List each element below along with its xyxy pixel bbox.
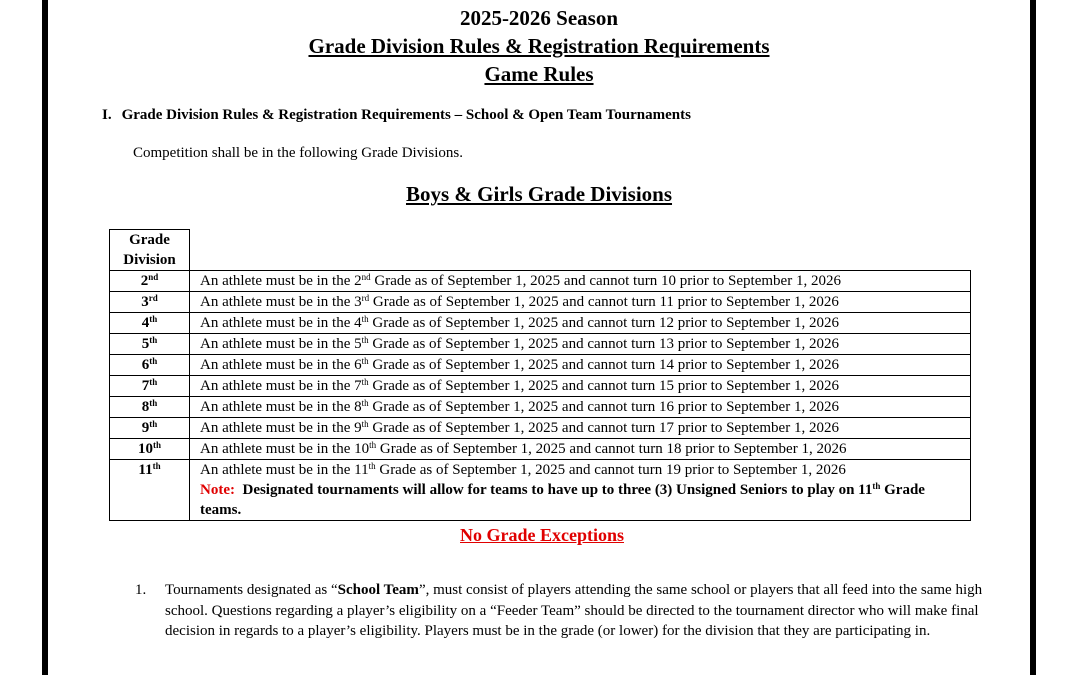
grade-suffix: th: [152, 440, 161, 450]
grade-suffix: th: [149, 377, 158, 387]
table-header-row: [110, 230, 971, 271]
grade-cell: [110, 418, 190, 439]
grade-suffix: th: [149, 398, 158, 408]
grade-number: 3: [141, 294, 149, 310]
desc-prefix: An athlete must be in the: [200, 273, 351, 289]
grade-suffix: th: [152, 461, 161, 471]
desc-prefix: An athlete must be in the: [200, 399, 351, 415]
grade-description: [190, 355, 971, 376]
table-row: [110, 355, 971, 376]
grade-cell: [110, 292, 190, 313]
desc-prefix: An athlete must be in the: [200, 357, 351, 373]
desc-prefix: An athlete must be in the: [200, 441, 351, 457]
grade-suffix: rd: [148, 293, 158, 303]
grade-number: 5: [141, 336, 150, 352]
grade-divisions-table: [109, 229, 971, 521]
grade-description: [190, 460, 971, 521]
desc-grade-number: 11: [354, 462, 369, 478]
table-row: [110, 376, 971, 397]
grade-cell: [110, 334, 190, 355]
list-item: [135, 580, 995, 642]
grade-description: [190, 292, 971, 313]
grade-number: 7: [141, 378, 150, 394]
grade-suffix: th: [149, 335, 158, 345]
section-number: I.: [102, 107, 112, 123]
grade-description: [190, 313, 971, 334]
desc-grade-suffix: th: [361, 419, 369, 429]
desc-rule: Grade as of September 1, 2025 and cannot turn 16 prior to September 1, 2026: [372, 399, 839, 415]
desc-prefix: An athlete must be in the: [200, 420, 351, 436]
desc-grade-suffix: th: [369, 440, 377, 450]
desc-grade-suffix: nd: [361, 272, 371, 282]
desc-rule: Grade as of September 1, 2025 and cannot turn 14 prior to September 1, 2026: [372, 357, 839, 373]
divisions-heading: Boys & Girls Grade Divisions: [405, 182, 673, 206]
table-row: [110, 334, 971, 355]
desc-grade-suffix: th: [368, 461, 376, 471]
note-label: Note:: [200, 482, 235, 498]
grade-description: [190, 439, 971, 460]
desc-rule: Grade as of September 1, 2025 and cannot turn 18 prior to September 1, 2026: [379, 441, 847, 457]
grade-number: 8: [141, 399, 150, 415]
note: [200, 480, 966, 520]
desc-rule: Grade as of September 1, 2025 and cannot turn 19 prior to September 1, 2026: [379, 462, 846, 478]
desc-grade-number: 2: [354, 273, 362, 289]
grade-suffix: nd: [148, 272, 159, 282]
desc-rule: Grade as of September 1, 2025 and cannot turn 15 prior to September 1, 2026: [372, 378, 839, 394]
desc-rule: Grade as of September 1, 2025 and cannot turn 11 prior to September 1, 2026: [372, 294, 839, 310]
desc-grade-suffix: rd: [361, 293, 370, 303]
desc-grade-number: 9: [354, 420, 362, 436]
desc-prefix: An athlete must be in the: [200, 336, 351, 352]
grade-division-header: [110, 230, 190, 271]
grade-number: 2: [140, 273, 149, 289]
grade-cell: [110, 313, 190, 334]
grade-number: 4: [141, 315, 150, 331]
list-suffix: ”, must consist of players attending the same school or players that all feed into the same high school. Questions regarding a player’s eligibility on a “Feeder Team” should be directed to the tournament director who will make final decision in regards to a player’s eligibility. Players must be in the grade (or lower) for the division that they are participating in.: [165, 582, 983, 639]
table-row: [110, 460, 971, 521]
desc-grade-suffix: th: [361, 335, 369, 345]
grade-number: 10: [137, 441, 153, 457]
grade-suffix: th: [149, 356, 158, 366]
grade-number: 11: [138, 462, 153, 478]
grade-suffix: th: [149, 419, 158, 429]
grade-number: 9: [141, 420, 150, 436]
document-page: [48, 0, 1030, 675]
desc-grade-number: 4: [354, 315, 362, 331]
grade-number: 6: [141, 357, 150, 373]
list-number: 1.: [135, 582, 147, 598]
grade-cell: [110, 460, 190, 521]
grade-cell: [110, 355, 190, 376]
desc-prefix: An athlete must be in the: [200, 462, 351, 478]
table-row: [110, 439, 971, 460]
grade-description: [190, 334, 971, 355]
grade-description: [190, 418, 971, 439]
desc-grade-number: 7: [354, 378, 362, 394]
grade-description: [190, 271, 971, 292]
list-bold-term: School Team: [337, 582, 419, 598]
desc-grade-suffix: th: [361, 356, 369, 366]
list-prefix: Tournaments designated as “: [165, 582, 338, 598]
grade-suffix: th: [149, 314, 158, 324]
desc-grade-number: 3: [354, 294, 362, 310]
table-row: [110, 292, 971, 313]
note-sup: th: [872, 481, 881, 491]
desc-grade-suffix: th: [361, 314, 369, 324]
season-title: 2025-2026 Season: [459, 6, 619, 30]
header-line-1: Grade: [129, 232, 170, 248]
intro-text: Competition shall be in the following Grade Divisions.: [133, 145, 463, 161]
no-grade-exceptions: No Grade Exceptions: [460, 525, 624, 545]
desc-prefix: An athlete must be in the: [200, 294, 351, 310]
grade-rows: [110, 271, 971, 521]
desc-rule: Grade as of September 1, 2025 and cannot turn 17 prior to September 1, 2026: [372, 420, 839, 436]
grade-cell: [110, 271, 190, 292]
section-heading: [102, 107, 691, 124]
table-row: [110, 313, 971, 334]
page-border-right: [1030, 0, 1036, 675]
desc-grade-suffix: th: [361, 398, 369, 408]
document-subtitle: Game Rules: [484, 62, 594, 86]
desc-rule: Grade as of September 1, 2025 and cannot turn 13 prior to September 1, 2026: [372, 336, 839, 352]
grade-description: [190, 397, 971, 418]
note-text-2: Grade teams.: [200, 482, 925, 518]
note-text-1: Designated tournaments will allow for teams to have up to three (3) Unsigned Seniors to play on 11: [242, 482, 873, 498]
list-text: [165, 580, 995, 642]
grade-cell: [110, 376, 190, 397]
desc-rule: Grade as of September 1, 2025 and cannot turn 10 prior to September 1, 2026: [374, 273, 841, 289]
description-header: [190, 230, 971, 271]
desc-prefix: An athlete must be in the: [200, 315, 351, 331]
desc-grade-number: 8: [354, 399, 362, 415]
desc-grade-number: 5: [354, 336, 362, 352]
table-row: [110, 271, 971, 292]
desc-grade-number: 10: [354, 441, 370, 457]
desc-prefix: An athlete must be in the: [200, 378, 351, 394]
grade-description: [190, 376, 971, 397]
desc-rule: Grade as of September 1, 2025 and cannot turn 12 prior to September 1, 2026: [372, 315, 839, 331]
section-title: Grade Division Rules & Registration Requirements – School & Open Team Tournaments: [121, 107, 691, 123]
desc-grade-suffix: th: [361, 377, 369, 387]
grade-cell: [110, 439, 190, 460]
grade-cell: [110, 397, 190, 418]
document-title: Grade Division Rules & Registration Requirements: [308, 34, 770, 58]
table-row: [110, 418, 971, 439]
table-row: [110, 397, 971, 418]
desc-grade-number: 6: [354, 357, 362, 373]
header-line-2: Division: [123, 252, 176, 268]
